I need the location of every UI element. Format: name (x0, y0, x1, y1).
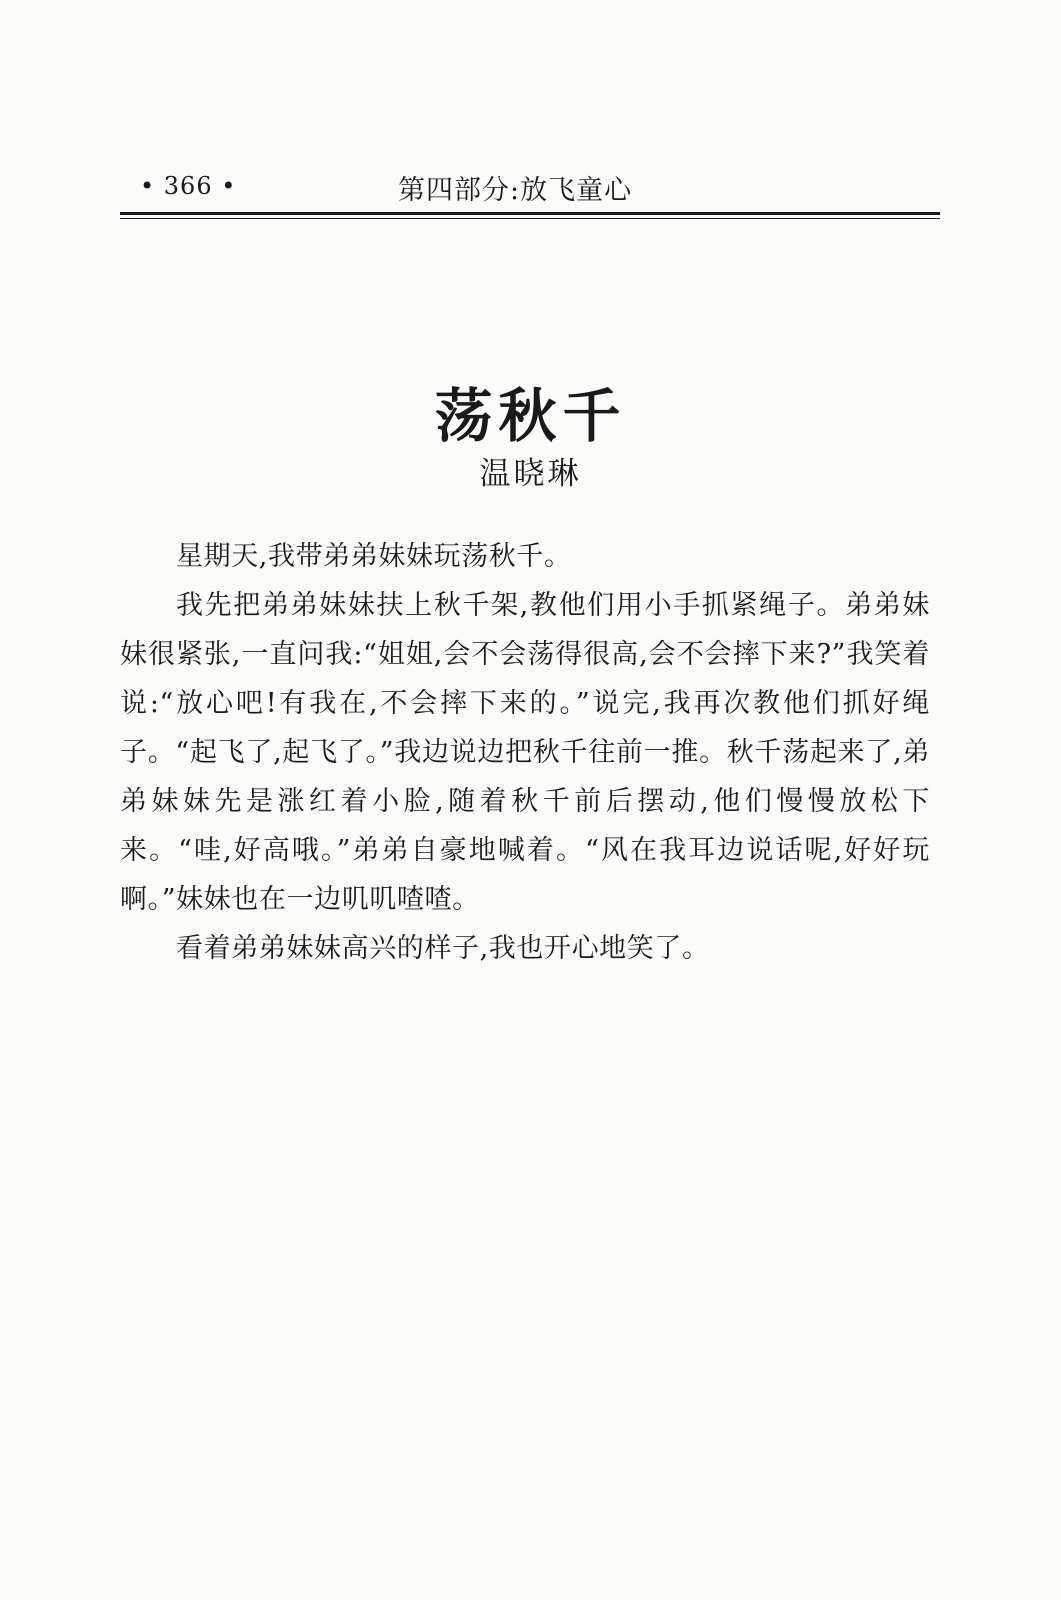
paragraph: 我先把弟弟妹妹扶上秋千架,教他们用小手抓紧绳子。弟弟妹妹很紧张,一直问我:“姐姐,会不会荡得很高,会不会摔下来?”我笑着说:“放心吧!有我在,不会摔下来的。”说完,我再次教他们抓好绳子。“起飞了,起飞了。”我边说边把秋千往前一推。秋千荡起来了,弟弟妹妹先是涨红着小脸,随着秋千前后摆动,他们慢慢放松下来。“哇,好高哦。”弟弟自豪地喊着。“风在我耳边说话呢,好好玩啊。”妹妹也在一边叽叽喳喳。 (120, 590, 930, 915)
header-rule-thin (120, 218, 940, 219)
article-title: 荡秋千 (434, 381, 627, 450)
running-header (120, 168, 940, 208)
article-author: 温晓琳 (479, 456, 582, 492)
paragraph: 星期天,我带弟弟妹妹玩荡秋千。 (176, 541, 572, 572)
page-number: • 366 • (140, 172, 237, 200)
paragraph: 看着弟弟妹妹高兴的样子,我也开心地笑了。 (176, 933, 710, 964)
article-body (120, 532, 930, 973)
section-title: 第四部分:放飞童心 (398, 175, 633, 206)
header-rule-thick (120, 212, 940, 215)
